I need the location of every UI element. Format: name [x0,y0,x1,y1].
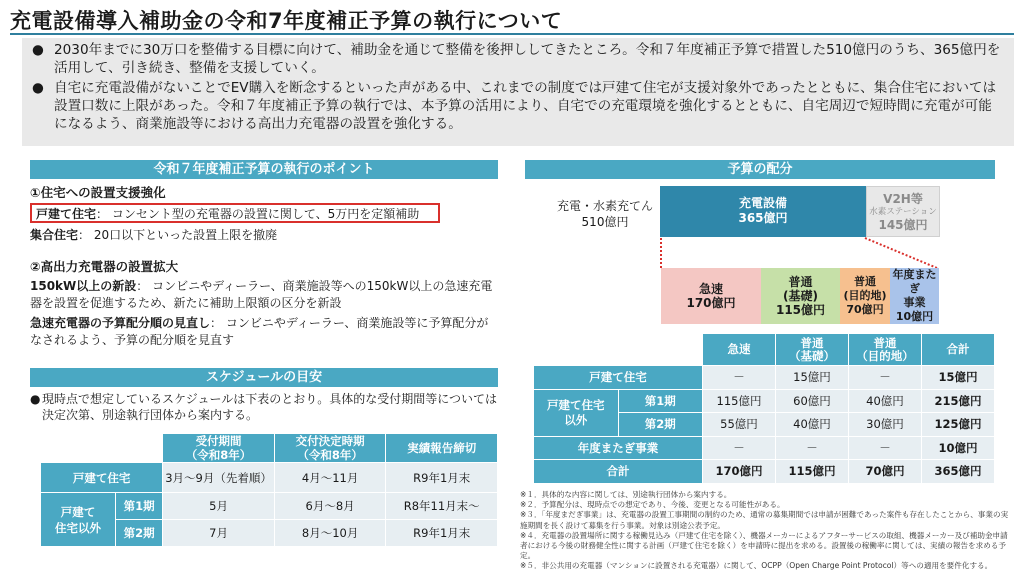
table-cell: 8月～10月 [274,520,386,547]
segment-value: 10億円 [895,310,934,323]
table-corner [41,434,163,463]
table-cell: R9年1月末 [386,463,498,493]
points-s1-b-label: 集合住宅 [30,228,79,242]
table-cell: － [776,436,849,460]
bullet-icon: ● [32,80,44,96]
table-cell: 40億円 [849,389,922,413]
row-label: 戸建て住宅 以外 [534,389,619,436]
table-cell: － [703,366,776,390]
points-s2-b-label: 急速充電器の予算配分順の見直し [30,316,211,330]
row-label: 年度またぎ事業 [534,436,703,460]
points-s1-item-b [30,227,500,244]
col-header: 実績報告締切 [386,434,498,463]
table-cell: 3月～9月（先着順） [163,463,275,493]
points-s2-a-text: ： コンビニやディーラー、商業施設等への150kW以上の急速充電器を設置を促進するため、新たに補助上限額の区分を新設 [30,279,493,310]
table-cell: 6月～8月 [274,493,386,520]
table-cell: 365億円 [921,460,994,484]
row-sublabel: 第2期 [116,520,163,547]
breakdown-segment [661,268,761,324]
v2h-box [866,186,940,237]
row-sublabel: 第1期 [618,389,703,413]
row-label: 戸建て住宅 [534,366,703,390]
breakdown-connector [655,236,945,272]
table-cell: 30億円 [849,413,922,437]
title-divider [10,33,1014,35]
row-sublabel: 第1期 [116,493,163,520]
col-header: 交付決定時期 （令和8年） [274,434,386,463]
footnote: ※４．充電器の設置場所に関する稼働見込み（戸建て住宅を除く）、機器メーカーによるアフターサービスの取組、機器メーカー及び補助金申請者における今後の財務健全性に関する計画（戸建て住宅を除く）を申請時に提出を求める。設置後の稼働率に関しては、実績の報告を求める予定。 [520,530,1008,561]
footnote: ※１．具体的な内容に関しては、別途執行団体から案内する。 [520,490,732,499]
points-s2-b-text: ： コンビニやディーラー、商業施設等に予算配分がなされるよう、予算の配分順を見直す [30,316,489,347]
col-header: 急速 [703,334,776,366]
table-cell: 115億円 [703,389,776,413]
page-title: 充電設備導入補助金の令和7年度補正予算の執行について [10,9,563,33]
row-label: 合計 [534,460,703,484]
table-cell: 40億円 [776,413,849,437]
table-row [534,436,995,460]
table-cell: 10億円 [921,436,994,460]
table-header-row [41,434,498,463]
breakdown-segment [761,268,840,324]
table-cell: 215億円 [921,389,994,413]
row-sublabel: 第2期 [618,413,703,437]
segment-value: 70億円 [846,303,884,316]
breakdown-segment [890,268,939,324]
breakdown-segment [840,268,890,324]
points-s1-title: ①住宅への設置支援強化 [30,185,166,200]
table-row [41,493,498,520]
table-cell: 4月～11月 [274,463,386,493]
points-s1-a-text: ： コンセント型の充電器の設置に関して、5万円を定額補助 [96,207,420,221]
ev-charging-box: 充電設備 365億円 [660,186,866,237]
footnotes [520,490,1014,572]
table-cell: 115億円 [776,460,849,484]
table-cell: 15億円 [921,366,994,390]
footnote: ※２．予算配分は、現時点での想定であり、今後、変更となる可能性がある。 [520,500,785,510]
segment-name: 普通 (基礎) [783,275,818,303]
points-s2-title: ②高出力充電器の設置拡大 [30,259,179,274]
table-cell: 7月 [163,520,275,547]
summary-text-2: 自宅に充電設備がないことでEV購入を断念するといった声がある中、これまでの制度では戸建て住宅が支援対象外であったとともに、集合住宅においては設置口数に上限があった。令和７年度補正予算の執行では、本予算の活用により、自宅での充電環境を強化するとともに、自宅周辺で短時間に充電が可能になるよう、商業施設等における高出力充電器の設置を強化する。 [54,80,997,132]
segment-name: 普通 (目的地) [843,275,887,302]
v2h-box-value: 145億円 [878,218,928,232]
table-cell: R8年11月末～ [386,493,498,520]
table-row [41,463,498,493]
table-row [534,366,995,390]
points-s2-a-label: 150kW以上の新設 [30,279,137,293]
v2h-box-title: V2H等 [883,192,923,206]
allocation-header: 予算の配分 [525,160,995,179]
summary-bullet-2 [32,79,1002,133]
v2h-box-sub: 水素ステーション [869,207,937,217]
footnote: ※５．非公共用の充電器（マンションに設置される充電器）に関して、OCPP（Open Charge Point Protocol）等への適用を要件化する。 [520,561,993,571]
col-header: 普通 （目的地） [849,334,922,366]
allocation-total-label: 充電・水素充てん 510億円 [556,199,653,229]
table-cell: 170億円 [703,460,776,484]
segment-name: 年度またぎ 事業 [892,268,937,309]
row-label: 戸建て住宅 [41,463,163,493]
points-s2-item-a [30,278,500,312]
summary-box [22,38,1014,146]
table-cell: R9年1月末 [386,520,498,547]
footnote: ※３．「年度まだぎ事業」は、充電器の設置工事期間の制約のため、通常の募集期間では申請が困難であった案件も存在したことから、事業の実施期間を長く設けて募集を行う事業。対象は別途公表予定。 [520,510,1009,530]
table-cell: 60億円 [776,389,849,413]
points-s1-b-text: ： 20口以下といった設置上限を撤廃 [78,228,278,242]
summary-text-1: 2030年までに30万口を整備する目標に向けて、補助金を通じて整備を後押ししてきたところ。令和７年度補正予算で措置した510億円のうち、365億円を活用して、引き続き、整備を支援していく。 [54,42,1001,76]
segment-value: 115億円 [775,303,826,317]
table-cell: 70億円 [849,460,922,484]
table-corner [534,334,703,366]
col-header: 受付期間 （令和8年） [163,434,275,463]
table-cell: － [849,366,922,390]
row-label: 戸建て 住宅以外 [41,493,116,547]
table-cell: － [703,436,776,460]
bullet-icon: ● [32,42,44,58]
schedule-note-text: 現時点で想定しているスケジュールは下表のとおり。具体的な受付期間等については決定次第、別途執行団体から案内する。 [42,392,498,422]
segment-value: 170億円 [686,296,736,310]
segment-name: 急速 [698,282,723,296]
table-cell: 125億円 [921,413,994,437]
connector-right [865,238,937,268]
points-s1-a-label: 戸建て住宅 [36,207,97,221]
summary-bullet-1 [32,41,1002,77]
table-cell: 5月 [163,493,275,520]
points-s2-item-b [30,315,500,349]
col-header: 普通 （基礎） [776,334,849,366]
table-cell: － [849,436,922,460]
table-header-row [534,334,995,366]
points-header: 令和７年度補正予算の執行のポイント [30,160,498,179]
highlight-box [30,203,440,223]
budget-table [533,333,995,484]
schedule-note [30,391,498,423]
schedule-table [40,433,498,547]
table-row-total [534,460,995,484]
col-header: 合計 [921,334,994,366]
schedule-header: スケジュールの目安 [30,368,498,387]
table-cell: 55億円 [703,413,776,437]
table-cell: 15億円 [776,366,849,390]
bullet-icon: ● [30,392,41,406]
table-row [534,389,995,413]
